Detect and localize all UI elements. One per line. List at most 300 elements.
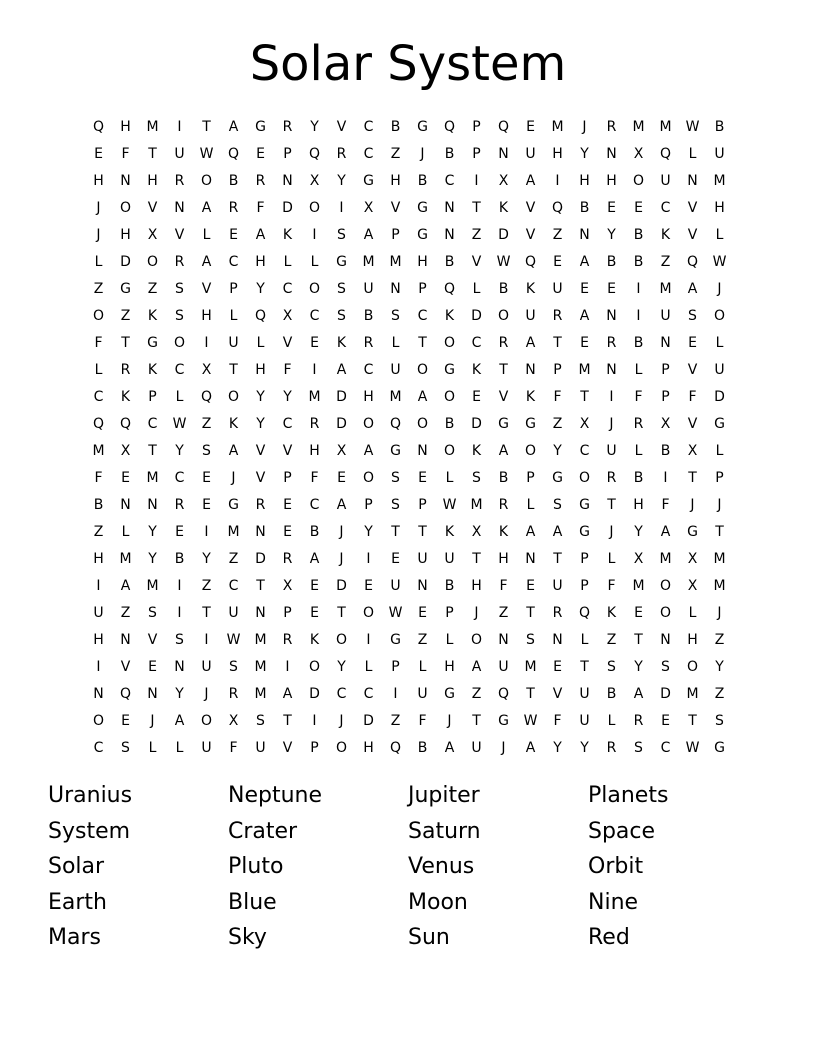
grid-letter: J: [582, 119, 587, 135]
word-list-item: Red: [588, 925, 630, 950]
grid-letter: I: [339, 200, 344, 216]
grid-letter: W: [712, 254, 727, 270]
grid-letter: B: [633, 254, 644, 270]
grid-letter: N: [444, 227, 455, 243]
grid-letter: V: [282, 443, 293, 459]
grid-letter: L: [634, 443, 643, 459]
grid-letter: E: [310, 335, 319, 351]
grid-letter: I: [609, 389, 614, 405]
grid-letter: B: [498, 281, 509, 297]
grid-letter: R: [606, 470, 617, 486]
grid-letter: M: [713, 578, 726, 594]
grid-letter: B: [660, 443, 671, 459]
grid-letter: J: [501, 740, 506, 756]
grid-letter: R: [174, 254, 185, 270]
grid-letter: L: [364, 659, 373, 675]
grid-letter: S: [526, 632, 535, 648]
grid-letter: T: [634, 632, 643, 648]
grid-letter: O: [200, 713, 213, 729]
grid-letter: H: [363, 740, 374, 756]
grid-letter: H: [687, 632, 698, 648]
grid-letter: S: [688, 308, 697, 324]
grid-letter: U: [255, 740, 266, 756]
grid-letter: U: [417, 551, 428, 567]
grid-letter: C: [363, 362, 374, 378]
grid-letter: A: [336, 362, 347, 378]
grid-letter: E: [661, 713, 670, 729]
grid-letter: L: [229, 308, 238, 324]
grid-letter: E: [121, 713, 130, 729]
grid-letter: B: [633, 227, 644, 243]
grid-letter: I: [366, 632, 371, 648]
word-list: [48, 778, 768, 956]
grid-letter: R: [174, 497, 185, 513]
grid-letter: D: [336, 389, 347, 405]
grid-letter: V: [498, 389, 509, 405]
grid-letter: X: [282, 578, 293, 594]
grid-letter: V: [687, 200, 698, 216]
grid-letter: B: [309, 524, 320, 540]
grid-letter: W: [388, 605, 403, 621]
grid-letter: Z: [714, 686, 725, 702]
grid-letter: E: [175, 524, 184, 540]
grid-letter: R: [174, 173, 185, 189]
grid-letter: Y: [202, 551, 211, 567]
grid-letter: R: [228, 200, 239, 216]
grid-letter: F: [94, 470, 103, 486]
grid-letter: W: [226, 632, 241, 648]
grid-letter: U: [390, 362, 401, 378]
grid-letter: I: [474, 173, 479, 189]
grid-letter: X: [687, 443, 698, 459]
grid-letter: V: [687, 362, 698, 378]
grid-letter: E: [94, 146, 103, 162]
grid-letter: G: [687, 524, 698, 540]
grid-letter: M: [146, 578, 159, 594]
grid-letter: M: [92, 443, 105, 459]
word-list-item: Jupiter: [408, 783, 480, 808]
grid-letter: H: [93, 632, 104, 648]
grid-letter: H: [606, 173, 617, 189]
grid-letter: T: [148, 146, 157, 162]
grid-letter: E: [310, 578, 319, 594]
grid-letter: T: [688, 470, 697, 486]
grid-letter: O: [146, 254, 159, 270]
grid-letter: Q: [92, 119, 105, 135]
grid-letter: Q: [686, 254, 699, 270]
grid-letter: V: [174, 227, 185, 243]
grid-letter: B: [228, 173, 239, 189]
grid-letter: L: [715, 443, 724, 459]
grid-letter: R: [363, 335, 374, 351]
grid-letter: Z: [120, 308, 131, 324]
grid-letter: O: [362, 605, 375, 621]
grid-letter: E: [364, 578, 373, 594]
grid-letter: C: [336, 686, 347, 702]
grid-letter: N: [444, 200, 455, 216]
grid-letter: V: [255, 443, 266, 459]
grid-letter: L: [94, 254, 103, 270]
grid-letter: M: [119, 551, 132, 567]
grid-letter: G: [417, 227, 428, 243]
grid-letter: H: [444, 659, 455, 675]
grid-letter: L: [688, 146, 697, 162]
grid-letter: W: [496, 254, 511, 270]
grid-letter: J: [717, 605, 722, 621]
grid-letter: M: [470, 497, 483, 513]
grid-letter: H: [93, 173, 104, 189]
grid-letter: P: [391, 659, 400, 675]
letter-grid: [85, 114, 733, 762]
grid-letter: Y: [337, 173, 346, 189]
word-list-item: Pluto: [228, 854, 284, 879]
grid-letter: N: [93, 686, 104, 702]
grid-letter: N: [498, 632, 509, 648]
grid-letter: J: [717, 281, 722, 297]
grid-letter: M: [389, 254, 402, 270]
grid-letter: O: [335, 632, 348, 648]
grid-letter: T: [229, 362, 238, 378]
grid-letter: E: [418, 605, 427, 621]
grid-letter: T: [472, 551, 481, 567]
grid-letter: X: [282, 308, 293, 324]
grid-letter: K: [147, 308, 158, 324]
grid-letter: D: [498, 227, 509, 243]
grid-letter: R: [255, 497, 266, 513]
grid-letter: M: [713, 173, 726, 189]
grid-letter: H: [363, 389, 374, 405]
grid-letter: B: [444, 254, 455, 270]
grid-letter: S: [607, 659, 616, 675]
grid-letter: Q: [497, 119, 510, 135]
grid-letter: I: [177, 119, 182, 135]
grid-letter: J: [204, 686, 209, 702]
grid-letter: V: [552, 686, 563, 702]
grid-letter: J: [339, 713, 344, 729]
grid-letter: V: [282, 740, 293, 756]
grid-letter: U: [444, 551, 455, 567]
grid-letter: U: [390, 578, 401, 594]
grid-letter: L: [688, 605, 697, 621]
grid-letter: C: [282, 281, 293, 297]
grid-letter: Y: [310, 119, 319, 135]
grid-letter: L: [580, 632, 589, 648]
grid-letter: M: [632, 578, 645, 594]
grid-letter: P: [580, 551, 589, 567]
grid-letter: I: [393, 686, 398, 702]
grid-letter: S: [175, 308, 184, 324]
grid-letter: V: [687, 416, 698, 432]
grid-letter: U: [174, 146, 185, 162]
grid-letter: H: [579, 173, 590, 189]
grid-letter: Z: [93, 281, 104, 297]
grid-letter: F: [634, 389, 643, 405]
grid-letter: O: [443, 389, 456, 405]
grid-letter: T: [202, 119, 211, 135]
word-list-item: Space: [588, 818, 656, 844]
grid-letter: A: [228, 119, 239, 135]
grid-letter: P: [148, 389, 157, 405]
grid-letter: U: [525, 146, 536, 162]
grid-letter: A: [363, 443, 374, 459]
grid-letter: T: [499, 362, 508, 378]
grid-letter: F: [553, 713, 562, 729]
grid-letter: D: [309, 686, 320, 702]
grid-letter: S: [661, 659, 670, 675]
grid-letter: L: [175, 389, 184, 405]
grid-letter: C: [309, 497, 320, 513]
grid-letter: X: [309, 173, 320, 189]
grid-letter: B: [417, 173, 428, 189]
grid-letter: U: [201, 740, 212, 756]
grid-letter: E: [553, 254, 562, 270]
grid-letter: O: [416, 416, 429, 432]
grid-letter: P: [553, 362, 562, 378]
word-list-item: Earth: [48, 889, 107, 915]
grid-letter: I: [204, 335, 209, 351]
grid-letter: X: [687, 551, 698, 567]
grid-letter: K: [309, 632, 320, 648]
grid-letter: Z: [471, 686, 482, 702]
grid-letter: N: [552, 632, 563, 648]
grid-letter: V: [390, 200, 401, 216]
grid-letter: R: [552, 308, 563, 324]
grid-letter: E: [634, 605, 643, 621]
grid-letter: M: [713, 551, 726, 567]
grid-letter: R: [606, 335, 617, 351]
grid-letter: J: [96, 200, 101, 216]
grid-letter: Y: [256, 281, 265, 297]
grid-letter: X: [120, 443, 131, 459]
grid-letter: U: [714, 146, 725, 162]
grid-letter: X: [633, 551, 644, 567]
grid-letter: T: [418, 524, 427, 540]
grid-letter: X: [228, 713, 239, 729]
grid-letter: O: [443, 443, 456, 459]
grid-letter: N: [498, 146, 509, 162]
grid-letter: T: [472, 200, 481, 216]
grid-letter: G: [336, 254, 347, 270]
grid-letter: O: [713, 308, 726, 324]
grid-letter: A: [579, 308, 590, 324]
grid-letter: E: [526, 119, 535, 135]
grid-letter: Q: [308, 146, 321, 162]
grid-letter: L: [202, 227, 211, 243]
grid-letter: M: [254, 686, 267, 702]
grid-letter: A: [525, 173, 536, 189]
grid-letter: H: [93, 551, 104, 567]
grid-letter: Y: [337, 659, 346, 675]
grid-letter: J: [150, 713, 155, 729]
grid-letter: H: [390, 173, 401, 189]
grid-letter: T: [337, 605, 346, 621]
grid-letter: A: [498, 443, 509, 459]
grid-letter: B: [174, 551, 185, 567]
grid-letter: Q: [578, 605, 591, 621]
grid-letter: U: [471, 740, 482, 756]
grid-letter: K: [120, 389, 131, 405]
grid-letter: Z: [417, 632, 428, 648]
grid-letter: E: [634, 200, 643, 216]
grid-letter: F: [607, 578, 616, 594]
grid-letter: S: [175, 632, 184, 648]
grid-letter: Q: [119, 686, 132, 702]
grid-letter: H: [633, 497, 644, 513]
grid-letter: K: [525, 281, 536, 297]
grid-letter: V: [255, 470, 266, 486]
word-list-item: Neptune: [228, 783, 323, 808]
grid-letter: S: [202, 443, 211, 459]
grid-letter: X: [660, 416, 671, 432]
grid-letter: S: [391, 308, 400, 324]
grid-letter: T: [553, 551, 562, 567]
grid-letter: D: [714, 389, 725, 405]
word-list-item: Mars: [48, 925, 101, 950]
grid-letter: G: [444, 362, 455, 378]
grid-letter: Y: [175, 443, 184, 459]
grid-letter: E: [229, 227, 238, 243]
word-list-item: Blue: [228, 889, 277, 915]
grid-letter: N: [174, 659, 185, 675]
grid-letter: C: [363, 146, 374, 162]
grid-letter: O: [119, 200, 132, 216]
grid-letter: O: [308, 281, 321, 297]
word-list-item: Nine: [588, 889, 639, 915]
grid-letter: H: [255, 254, 266, 270]
grid-letter: L: [607, 551, 616, 567]
grid-letter: S: [337, 281, 346, 297]
grid-letter: K: [444, 308, 455, 324]
grid-letter: E: [283, 497, 292, 513]
grid-letter: O: [92, 713, 105, 729]
grid-letter: A: [633, 686, 644, 702]
grid-letter: N: [660, 632, 671, 648]
grid-letter: F: [229, 740, 238, 756]
grid-letter: Q: [659, 146, 672, 162]
grid-letter: G: [579, 497, 590, 513]
grid-letter: F: [310, 470, 319, 486]
grid-letter: M: [659, 551, 672, 567]
grid-letter: J: [474, 605, 479, 621]
grid-letter: A: [687, 281, 698, 297]
grid-letter: J: [447, 713, 452, 729]
grid-letter: M: [578, 362, 591, 378]
grid-letter: E: [391, 551, 400, 567]
grid-letter: C: [282, 416, 293, 432]
grid-letter: P: [472, 146, 481, 162]
grid-letter: M: [632, 119, 645, 135]
grid-letter: G: [525, 416, 536, 432]
grid-letter: L: [391, 335, 400, 351]
grid-letter: J: [420, 146, 425, 162]
word-list-item: Saturn: [408, 818, 481, 844]
grid-letter: G: [552, 470, 563, 486]
grid-letter: S: [553, 497, 562, 513]
grid-letter: P: [391, 227, 400, 243]
grid-letter: S: [121, 740, 130, 756]
grid-letter: R: [498, 497, 509, 513]
grid-letter: Y: [580, 146, 589, 162]
grid-letter: X: [147, 227, 158, 243]
grid-letter: I: [312, 713, 317, 729]
grid-letter: U: [525, 308, 536, 324]
grid-letter: Q: [497, 686, 510, 702]
grid-letter: T: [283, 713, 292, 729]
grid-letter: N: [525, 551, 536, 567]
grid-letter: M: [146, 470, 159, 486]
grid-letter: A: [471, 659, 482, 675]
grid-letter: N: [147, 497, 158, 513]
grid-letter: N: [606, 362, 617, 378]
grid-letter: X: [471, 524, 482, 540]
grid-letter: M: [308, 389, 321, 405]
grid-letter: X: [579, 416, 590, 432]
grid-letter: D: [282, 200, 293, 216]
grid-letter: C: [363, 119, 374, 135]
grid-letter: M: [146, 119, 159, 135]
grid-letter: P: [283, 146, 292, 162]
grid-letter: S: [715, 713, 724, 729]
grid-letter: I: [663, 470, 668, 486]
grid-letter: N: [579, 227, 590, 243]
grid-letter: P: [364, 497, 373, 513]
grid-letter: P: [580, 578, 589, 594]
grid-letter: Z: [390, 713, 401, 729]
grid-letter: S: [175, 281, 184, 297]
grid-letter: P: [283, 470, 292, 486]
grid-letter: L: [472, 281, 481, 297]
grid-letter: A: [417, 389, 428, 405]
grid-letter: L: [94, 362, 103, 378]
grid-letter: N: [660, 335, 671, 351]
grid-letter: K: [660, 227, 671, 243]
grid-letter: E: [580, 281, 589, 297]
grid-letter: G: [147, 335, 158, 351]
grid-letter: T: [688, 713, 697, 729]
grid-letter: J: [96, 227, 101, 243]
word-list-item: Venus: [408, 854, 475, 879]
grid-letter: V: [147, 632, 158, 648]
grid-letter: X: [363, 200, 374, 216]
grid-letter: I: [555, 173, 560, 189]
grid-letter: H: [120, 227, 131, 243]
grid-letter: V: [147, 200, 158, 216]
grid-letter: I: [366, 551, 371, 567]
grid-letter: B: [417, 740, 428, 756]
grid-letter: Z: [606, 632, 617, 648]
grid-letter: G: [714, 740, 725, 756]
grid-letter: V: [525, 227, 536, 243]
word-list-item: Moon: [408, 889, 468, 915]
grid-letter: O: [200, 173, 213, 189]
grid-letter: J: [609, 524, 614, 540]
grid-letter: A: [201, 200, 212, 216]
grid-letter: X: [498, 173, 509, 189]
grid-letter: Q: [92, 416, 105, 432]
grid-letter: I: [204, 632, 209, 648]
grid-letter: B: [444, 578, 455, 594]
grid-letter: D: [336, 578, 347, 594]
grid-letter: J: [339, 551, 344, 567]
grid-letter: M: [659, 119, 672, 135]
grid-letter: D: [471, 416, 482, 432]
grid-letter: N: [147, 686, 158, 702]
grid-letter: H: [120, 119, 131, 135]
grid-letter: N: [687, 173, 698, 189]
grid-letter: T: [715, 524, 724, 540]
grid-letter: Y: [715, 659, 724, 675]
grid-letter: Y: [634, 524, 643, 540]
